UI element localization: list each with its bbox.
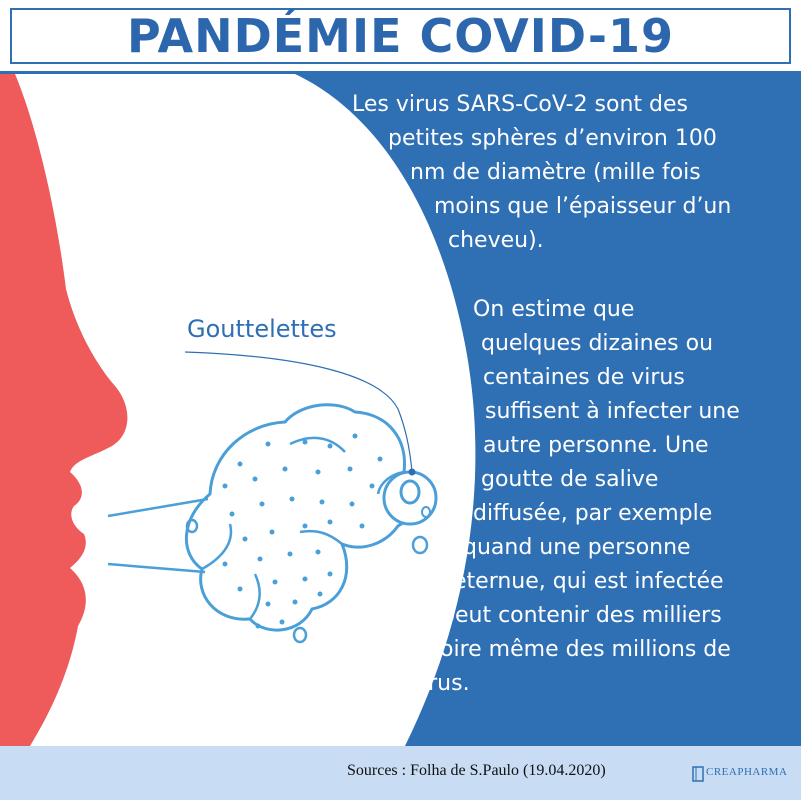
paragraph-line: virus. [409,671,470,696]
pointer-dot [409,469,416,476]
large-droplets [187,520,427,642]
paragraph-line: goutte de salive [481,467,659,492]
title-banner [0,0,801,74]
paragraph-line: éternue, qui est infectée [453,569,724,594]
paragraph-line: centaines de virus [483,365,685,390]
creapharma-logo [692,764,796,786]
title-frame [10,8,791,64]
paragraph-line: peut contenir des milliers [441,603,722,628]
paragraph-line: moins que l’épaisseur d’un [434,194,732,219]
paragraph-line: autre personne. Une [483,433,709,458]
paragraph-line: quand une personne [463,535,691,560]
paragraph-virus-size [352,88,731,258]
paragraph-line: petites sphères d’environ 100 [388,126,717,151]
paragraph-line: diffusée, par exemple [473,501,713,526]
droplets-label: Gouttelettes [187,315,337,343]
sources-text: Sources : Folha de S.Paulo (19.04.2020) [347,762,606,779]
paragraph-line: voire même des millions de [427,637,731,662]
book-icon [692,766,704,782]
cloud-lobes [202,438,404,619]
paragraph-line: On estime que [473,297,635,322]
paragraph-line: quelques dizaines ou [481,331,714,356]
paragraph-infection [409,293,740,701]
paragraph-line: nm de diamètre (mille fois [410,160,701,185]
logo-wordmark: CREAPHARMA [706,766,788,778]
paragraph-line: cheveu). [448,228,544,253]
page-title: PANDÉMIE COVID-19 [126,9,674,63]
paragraph-line: suffisent à infecter une [485,399,740,424]
face-profile [0,74,127,746]
paragraph-line: Les virus SARS-CoV-2 sont des [352,92,689,117]
